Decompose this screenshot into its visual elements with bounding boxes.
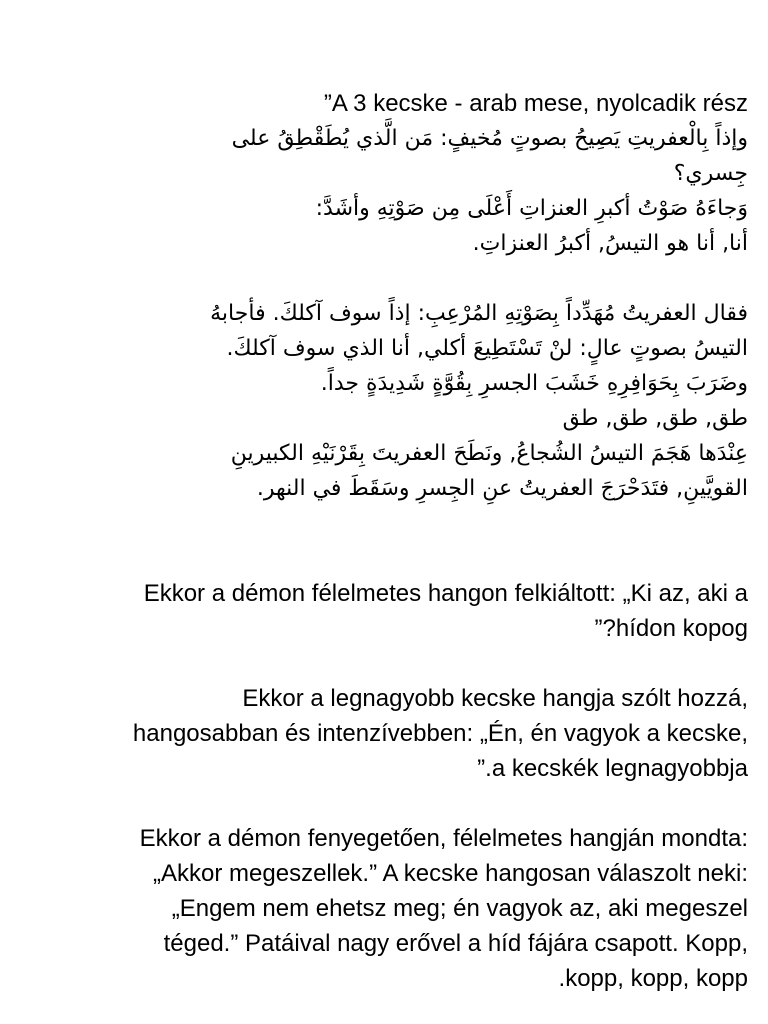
hungarian-paragraph-1 — [20, 576, 748, 646]
arabic-line: عِنْدَها هَجَمَ التيسُ الشُجاعُ, ونَطَحَ العفريتَ بِقَرْنَيْهِ الكبيرينِ — [230, 441, 748, 466]
hungarian-line: Ekkor a legnagyobb kecske hangja szólt hozzá, — [242, 685, 748, 712]
paragraph-spacer — [20, 506, 748, 576]
arabic-line: وَجاءَهُ صَوْتُ أكبرِ العنزاتِ أَعْلَى مِن صَوْتِهِ وأشَدَّ: — [315, 196, 748, 221]
arabic-line: القويَّينِ, فتَدَحْرَجَ العفريتُ عنِ الجِسرِ وسَقَطَ في النهر. — [256, 476, 748, 501]
paragraph-spacer — [20, 261, 748, 296]
arabic-line: فقال العفريتُ مُهَدِّداً بِصَوْتِهِ المُرْعِبِ: إذاً سوف آكلكَ. فأجابهُ — [210, 301, 748, 326]
arabic-line: وإذاً بِالْعفريتِ يَصِيحُ بصوتٍ مُخيفٍ: مَن الَّذي يُطَقْطِقُ على — [231, 126, 748, 151]
paragraph-spacer — [20, 646, 748, 681]
hungarian-line: ”.a kecskék legnagyobbja — [477, 755, 748, 782]
hungarian-line: Ekkor a démon fenyegetően, félelmetes hangján mondta: — [139, 825, 748, 852]
document-page — [20, 86, 748, 996]
hungarian-paragraph-3 — [20, 821, 748, 996]
hungarian-line: „Akkor megeszellek.” A kecske hangosan válaszolt neki: — [153, 860, 748, 887]
hungarian-line: ”?hídon kopog — [594, 615, 748, 642]
arabic-paragraph-1 — [20, 121, 748, 261]
hungarian-line: „Engem nem ehetsz meg; én vagyok az, aki megeszel — [171, 895, 748, 922]
arabic-line: طق, طق, طق, طق — [562, 406, 748, 431]
hungarian-line: hangosabban és intenzívebben: „Én, én vagyok a kecske, — [132, 720, 748, 747]
arabic-line: التيسُ بصوتٍ عالٍ: لنْ تَسْتَطِيعَ أكلي, أنا الذي سوف آكلكَ. — [226, 336, 748, 361]
arabic-line: وضَرَبَ بِحَوَافِرِهِ خَشَبَ الجسرِ بِقُوَّةٍ شَدِيدَةٍ جداً. — [320, 371, 748, 396]
hungarian-paragraph-2 — [20, 681, 748, 786]
paragraph-spacer — [20, 786, 748, 821]
hungarian-line: téged.” Patáival nagy erővel a híd fájára csapott. Kopp, — [163, 930, 748, 957]
arabic-line: أنا, أنا هو التيسُ, أكبرُ العنزاتِ. — [472, 231, 748, 256]
hungarian-line: .kopp, kopp, kopp — [558, 965, 748, 992]
arabic-line: جِسري؟ — [673, 161, 748, 186]
document-title-line: ”A 3 kecske - arab mese, nyolcadik rész — [323, 90, 748, 117]
hungarian-line: Ekkor a démon félelmetes hangon felkiáltott: „Ki az, aki a — [143, 580, 748, 607]
arabic-paragraph-2 — [20, 296, 748, 506]
